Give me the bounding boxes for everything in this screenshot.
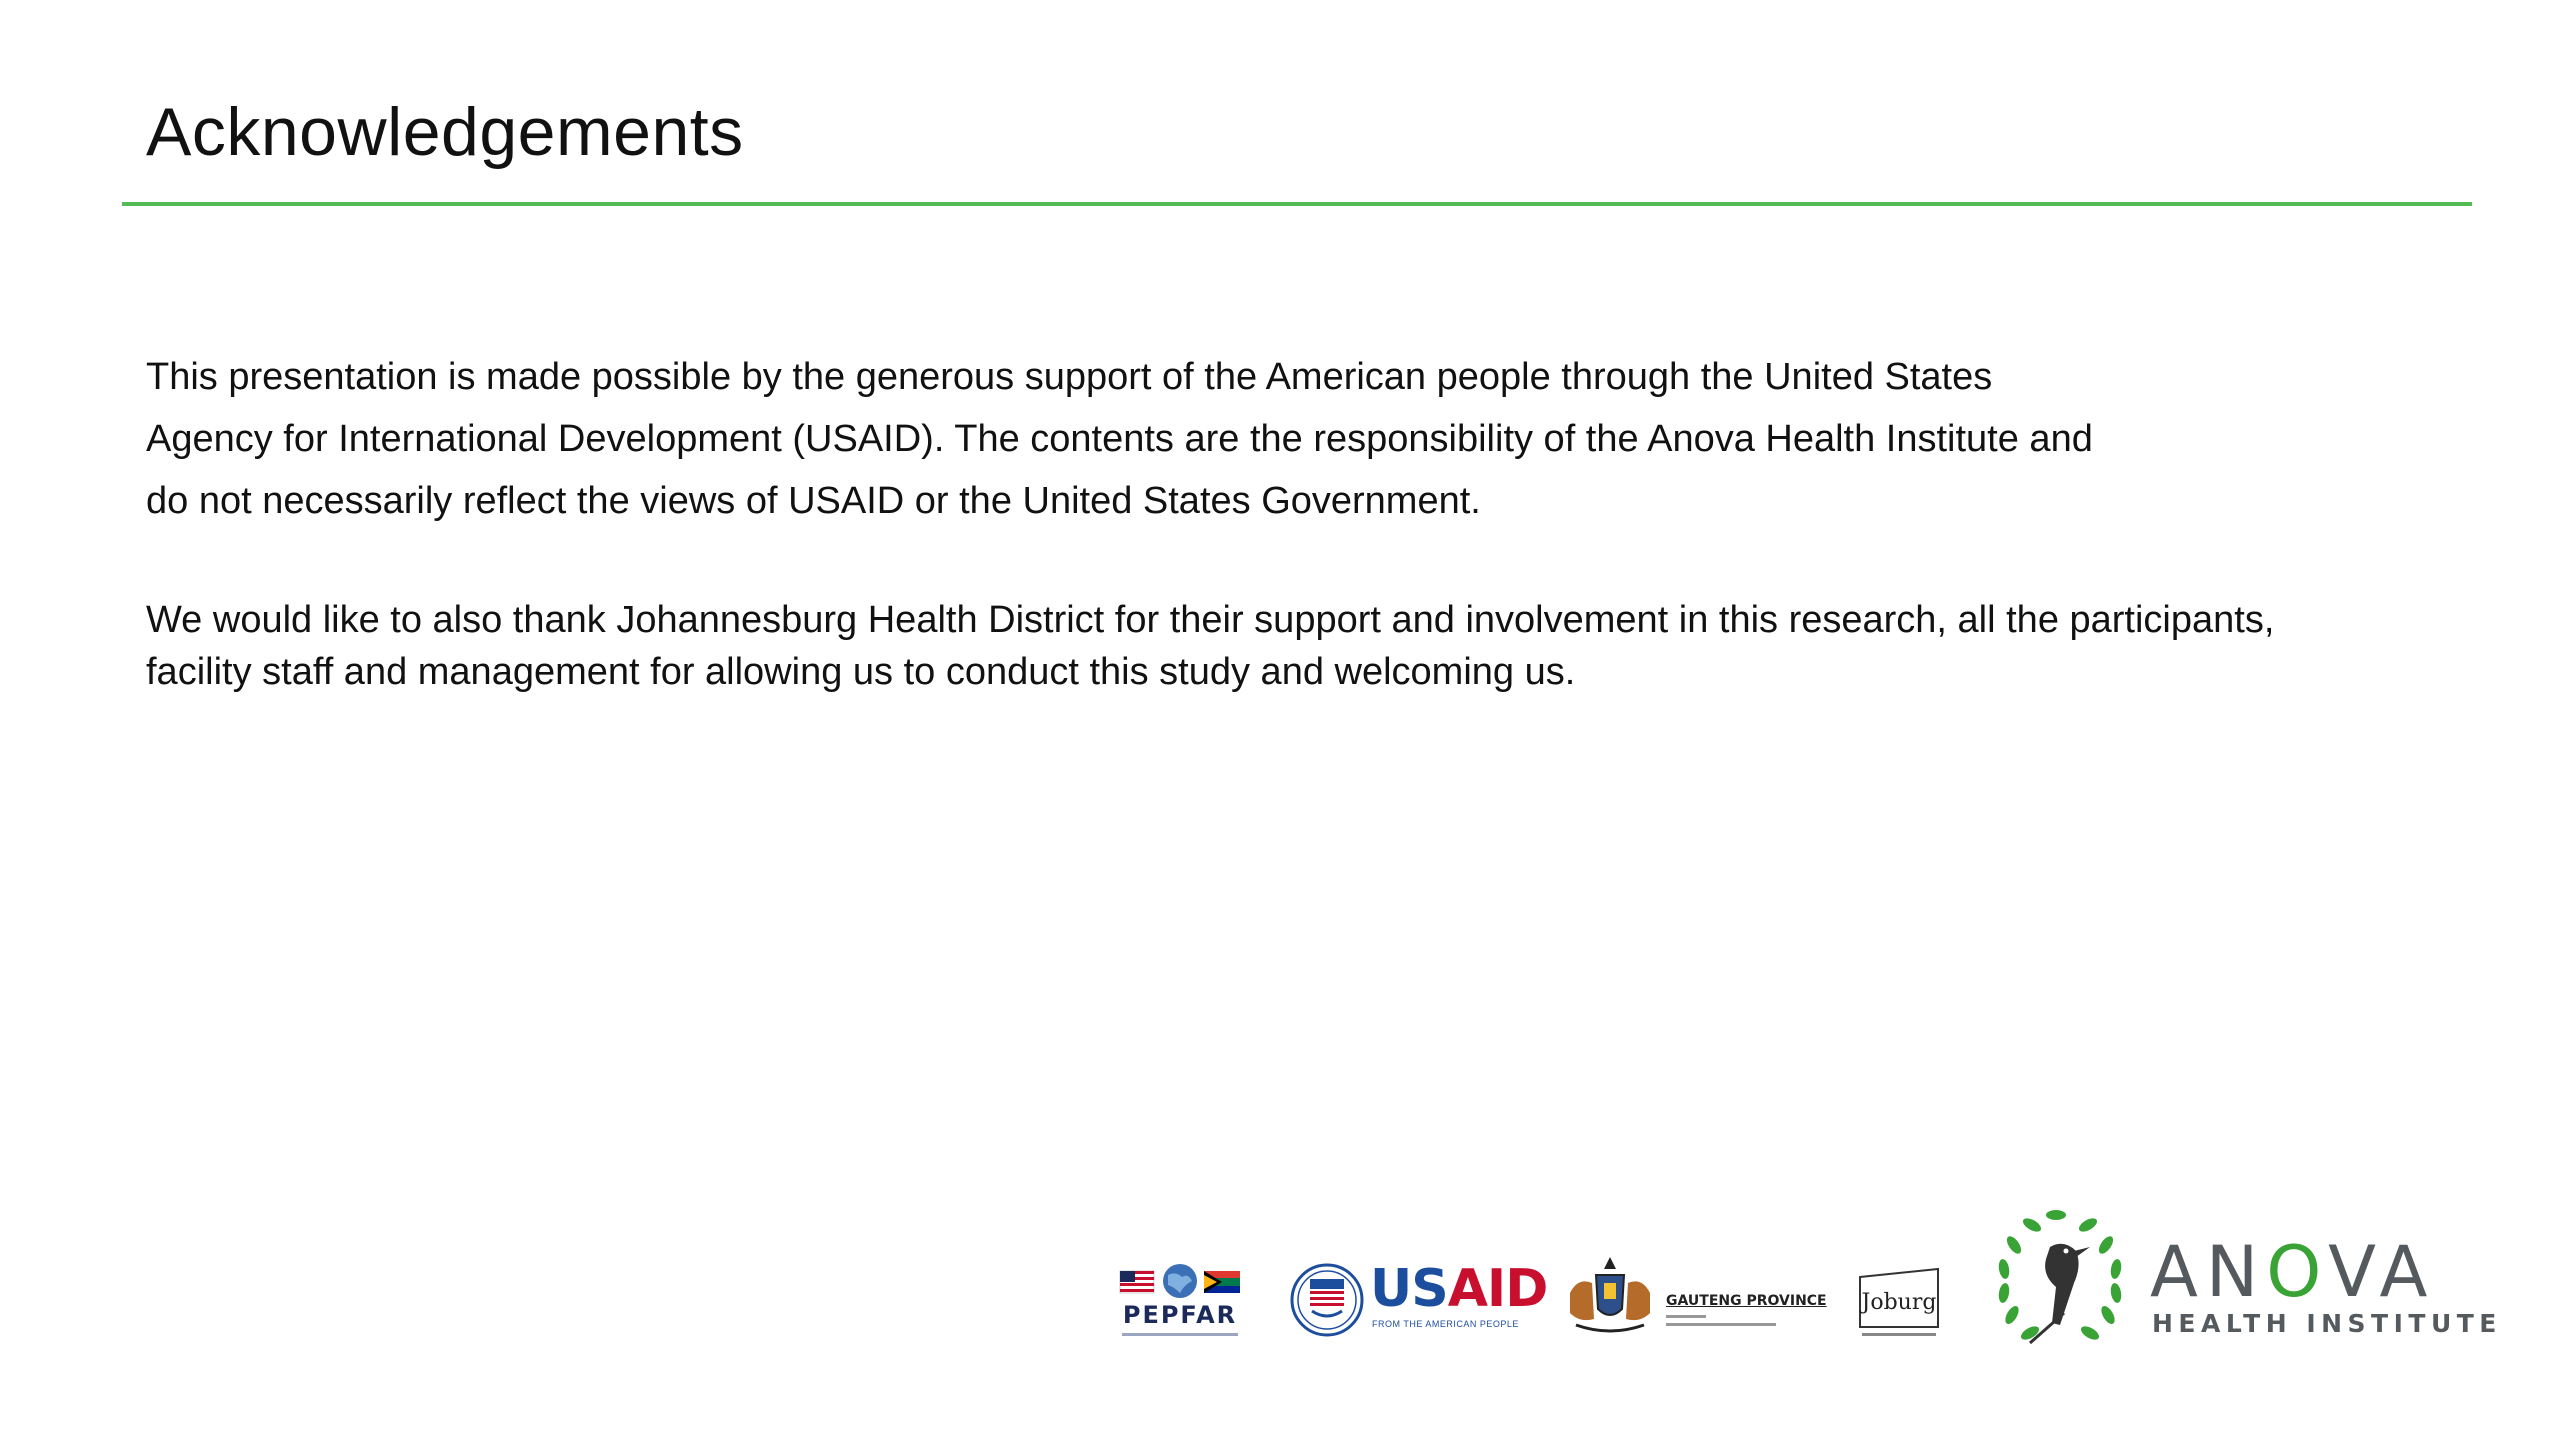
- pepfar-flags-icon: [1118, 1263, 1242, 1299]
- gauteng-subtext-bar-2: [1666, 1323, 1776, 1326]
- usaid-wordmark-us: US: [1370, 1259, 1448, 1319]
- anova-bird-emblem-icon: [1990, 1205, 2130, 1355]
- gauteng-crest-icon: [1562, 1253, 1658, 1339]
- anova-name-an: AN: [2150, 1231, 2267, 1313]
- gauteng-subtext-bar: [1666, 1315, 1706, 1318]
- slide-title: Acknowledgements: [146, 94, 744, 170]
- gauteng-wordmark: GAUTENG PROVINCE: [1666, 1293, 1827, 1309]
- thanks-statement: [146, 594, 2446, 698]
- pepfar-logo: [1118, 1263, 1242, 1343]
- usaid-wordmark: [1370, 1259, 1547, 1319]
- anova-name-va: VA: [2328, 1231, 2436, 1313]
- usaid-seal-icon: [1290, 1263, 1364, 1337]
- pepfar-tagline-bar: [1122, 1333, 1238, 1336]
- thanks-statement-line-1: We would like to also thank Johannesburg Health District for their support and involvement in this research, all the participants,: [146, 599, 2275, 641]
- thanks-statement-line-2: facility staff and management for allowing us to conduct this study and welcoming us.: [146, 651, 1576, 693]
- gauteng-logo: [1562, 1253, 1827, 1343]
- funding-statement-line-3: do not necessarily reflect the views of USAID or the United States Government.: [146, 480, 1481, 522]
- anova-name-o: O: [2266, 1231, 2329, 1313]
- anova-wordmark: [2150, 1231, 2502, 1338]
- funding-statement: [146, 346, 2396, 532]
- title-divider: [122, 202, 2472, 206]
- anova-tagline: HEALTH INSTITUTE: [2152, 1309, 2502, 1338]
- anova-emblem: [1990, 1205, 2130, 1355]
- partner-logos: [1110, 1205, 2502, 1365]
- joburg-wordmark: Joburg: [1861, 1290, 1937, 1315]
- funding-statement-line-2: Agency for International Development (USAID). The contents are the responsibility of the Anova Health Institute and: [146, 418, 2093, 460]
- pepfar-wordmark: PEPFAR: [1122, 1301, 1238, 1329]
- funding-statement-line-1: This presentation is made possible by the generous support of the American people through the United States: [146, 356, 1993, 398]
- anova-name: [2150, 1231, 2436, 1313]
- joburg-logo-icon: [1856, 1263, 1942, 1343]
- joburg-logo: [1856, 1263, 1942, 1343]
- usaid-wordmark-aid: AID: [1447, 1259, 1548, 1319]
- usaid-logo: [1290, 1259, 1548, 1343]
- usaid-tagline: FROM THE AMERICAN PEOPLE: [1372, 1319, 1519, 1329]
